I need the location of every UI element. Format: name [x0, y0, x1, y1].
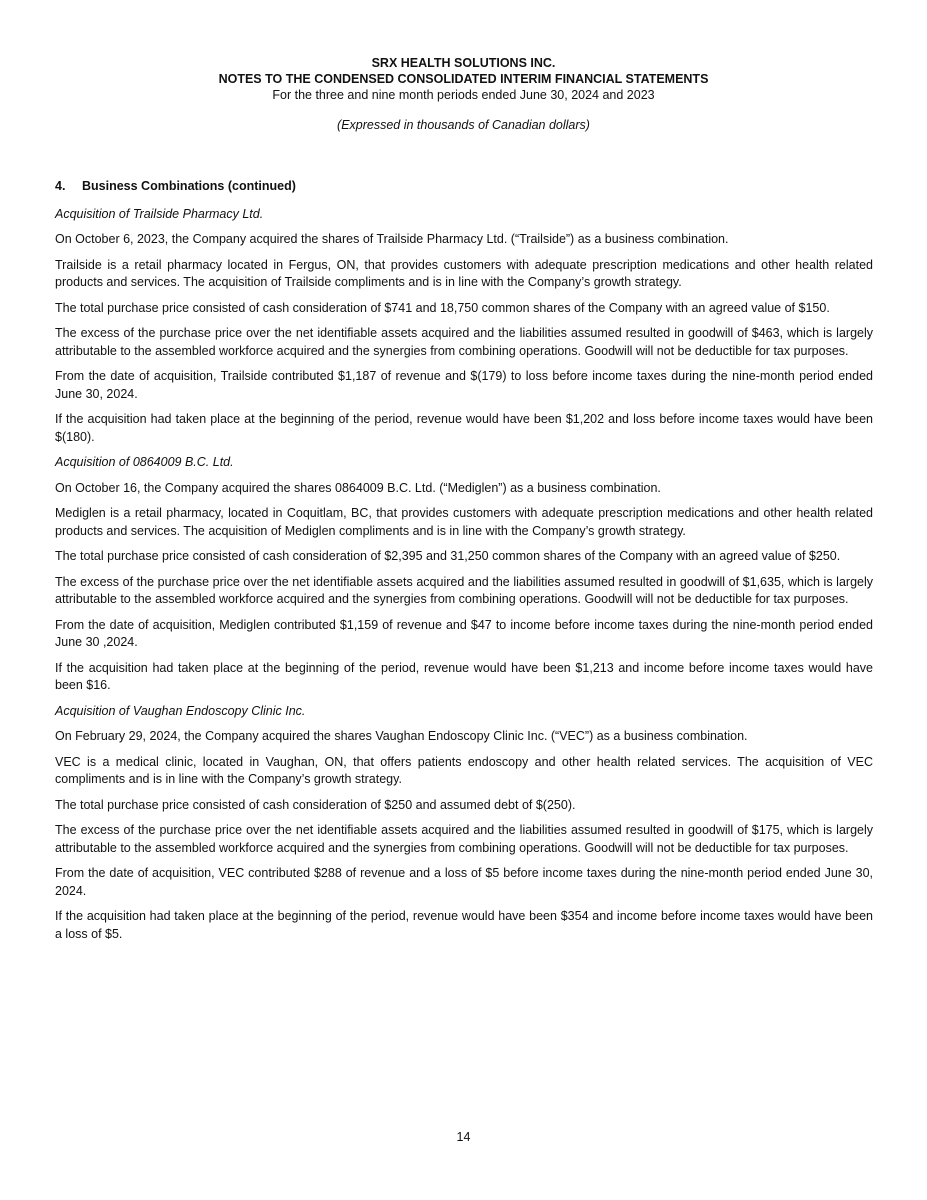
mediglen-acquisition	[55, 454, 873, 695]
section-title: Business Combinations (continued)	[82, 179, 296, 193]
mediglen-paragraph-4: The excess of the purchase price over the net identifiable assets acquired and the liabilities assumed resulted in goodwill of $1,635, which is largely attributable to the assembled workforce acquired and the synergies from combining operations. Goodwill will not be deductible for tax purposes.	[55, 574, 873, 606]
vec-paragraph-3: The total purchase price consisted of cash consideration of $250 and assumed debt of $(250).	[55, 797, 576, 812]
vec-acquisition	[55, 703, 873, 944]
mediglen-paragraph-6: If the acquisition had taken place at the beginning of the period, revenue would have been $1,213 and income before income taxes would have been $16.	[55, 660, 873, 692]
currency-units-note: (Expressed in thousands of Canadian dollars)	[337, 118, 590, 132]
section-number: 4.	[55, 179, 66, 193]
trailside-paragraph-4: The excess of the purchase price over the net identifiable assets acquired and the liabilities assumed resulted in goodwill of $463, which is largely attributable to the assembled workforce acquired and the synergies from combining operations. Goodwill will not be deductible for tax purposes.	[55, 326, 873, 358]
trailside-paragraph-3: The total purchase price consisted of cash consideration of $741 and 18,750 common shares of the Company with an agreed value of $150.	[55, 300, 830, 315]
vec-paragraph-1: On February 29, 2024, the Company acquired the shares Vaughan Endoscopy Clinic Inc. (“VEC”) as a business combination.	[55, 729, 748, 743]
document-title: NOTES TO THE CONDENSED CONSOLIDATED INTERIM FINANCIAL STATEMENTS	[218, 72, 709, 86]
mediglen-heading: Acquisition of 0864009 B.C. Ltd.	[55, 455, 234, 469]
mediglen-paragraph-5: From the date of acquisition, Mediglen contributed $1,159 of revenue and $47 to income before income taxes during the nine-month period ended June 30 ,2024.	[55, 617, 873, 649]
mediglen-paragraph-3: The total purchase price consisted of cash consideration of $2,395 and 31,250 common shares of the Company with an agreed value of $250.	[55, 549, 841, 563]
trailside-paragraph-5: From the date of acquisition, Trailside contributed $1,187 of revenue and $(179) to loss before income taxes during the nine-month period ended June 30, 2024.	[55, 369, 873, 401]
reporting-period: For the three and nine month periods ended June 30, 2024 and 2023	[272, 88, 655, 102]
mediglen-paragraph-1: On October 16, the Company acquired the shares 0864009 B.C. Ltd. (“Mediglen”) as a business combination.	[55, 480, 661, 495]
trailside-paragraph-2: Trailside is a retail pharmacy located in Fergus, ON, that provides customers with adequate prescription medications and other health related products and services. The acquisition of Trailside compliments and is in line with the Company’s growth strategy.	[55, 257, 873, 289]
page-number: 14	[456, 1130, 471, 1144]
page-footer	[0, 1130, 927, 1144]
vec-paragraph-2: VEC is a medical clinic, located in Vaughan, ON, that offers patients endoscopy and other health related services. The acquisition of VEC compliments and is in line with the Company’s growth strategy.	[55, 754, 873, 786]
trailside-paragraph-1: On October 6, 2023, the Company acquired the shares of Trailside Pharmacy Ltd. (“Trailside”) as a business combination.	[55, 232, 729, 246]
document-header	[0, 55, 927, 133]
vec-paragraph-6: If the acquisition had taken place at the beginning of the period, revenue would have been $354 and income before income taxes would have been a loss of $5.	[55, 909, 873, 941]
mediglen-paragraph-2: Mediglen is a retail pharmacy, located in Coquitlam, BC, that provides customers with adequate prescription medications and other health related products and services. The acquisition of Mediglen compliments and is in line with the Company’s growth strategy.	[55, 506, 873, 538]
vec-paragraph-4: The excess of the purchase price over the net identifiable assets acquired and the liabilities assumed resulted in goodwill of $175, which is largely attributable to the assembled workforce acquired and the synergies from combining operations. Goodwill will not be deductible for tax purposes.	[55, 823, 873, 855]
company-name: SRX HEALTH SOLUTIONS INC.	[371, 56, 556, 70]
trailside-paragraph-6: If the acquisition had taken place at the beginning of the period, revenue would have been $1,202 and loss before income taxes would have been $(180).	[55, 412, 873, 444]
vec-heading: Acquisition of Vaughan Endoscopy Clinic Inc.	[55, 703, 306, 718]
section-heading	[55, 178, 873, 196]
trailside-acquisition	[55, 206, 873, 447]
vec-paragraph-5: From the date of acquisition, VEC contributed $288 of revenue and a loss of $5 before income taxes during the nine-month period ended June 30, 2024.	[55, 866, 873, 898]
trailside-heading: Acquisition of Trailside Pharmacy Ltd.	[55, 206, 264, 221]
document-body	[55, 178, 873, 951]
